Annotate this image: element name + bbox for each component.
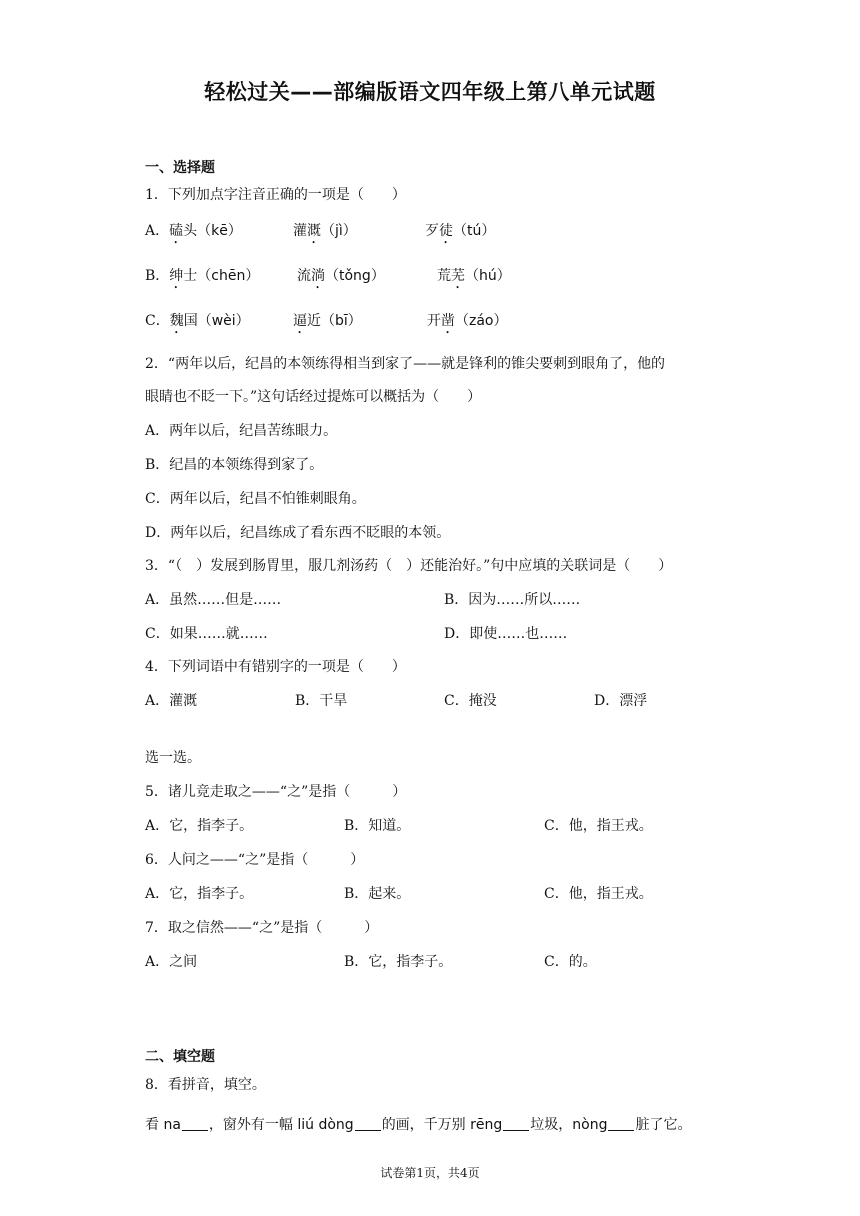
page-title: 轻松过关——部编版语文四年级上第八单元试题	[204, 80, 656, 104]
question-4-option-d: D．漂浮	[594, 693, 648, 709]
question-4-option-a: A．灌溉	[145, 693, 198, 709]
question-3-option-b: B．因为……所以……	[444, 592, 581, 608]
question-4-option-c: C．掩没	[444, 693, 497, 709]
question-8-stem: 8．看拼音，填空。	[145, 1077, 266, 1093]
question-5-stem: 5．诸儿竞走取之——“之”是指（ ）	[145, 784, 407, 800]
question-1-option-b: B．绅士（chēn） 流淌（tǒng） 荒芜（hú）	[145, 268, 511, 284]
question-1-stem: 1．下列加点字注音正确的一项是（ ）	[145, 187, 406, 203]
question-5-option-b: B．知道。	[344, 818, 411, 834]
question-5-option-a: A．它，指李子。	[145, 818, 254, 834]
question-2-option-c: C．两年以后，纪昌不怕锥刺眼角。	[145, 491, 366, 507]
question-3-option-a: A．虽然……但是……	[145, 592, 282, 608]
question-3-stem: 3．“（ ）发展到肠胃里，服几剂汤药（ ）还能治好。”句中应填的关联词是（ ）	[145, 558, 673, 574]
question-1-option-a: A．磕头（kē） 灌溉（jì） 歹徒（tú）	[145, 223, 496, 239]
question-7-stem: 7．取之信然——“之”是指（ ）	[145, 920, 379, 936]
question-2-stem-line-1: 2．“两年以后，纪昌的本领练得相当到家了——就是锋利的锥尖要刺到眼角了，他的	[145, 356, 666, 372]
fill-blank-3[interactable]	[503, 1116, 529, 1131]
question-3-option-c: C．如果……就……	[145, 626, 268, 642]
question-2-option-d: D．两年以后，纪昌练成了看东西不眨眼的本领。	[145, 525, 451, 541]
section-heading-fill: 二、填空题	[145, 1049, 215, 1065]
question-6-option-c: C．他，指王戎。	[544, 886, 653, 902]
fill-blank-4[interactable]	[608, 1116, 634, 1131]
question-6-stem: 6．人问之——“之”是指（ ）	[145, 852, 365, 868]
question-7-option-b: B．它，指李子。	[344, 954, 453, 970]
question-1-option-c: C．魏国（wèi） 逼近（bī） 开凿（záo）	[145, 313, 508, 329]
question-3-option-d: D．即使……也……	[444, 626, 568, 642]
question-6-option-a: A．它，指李子。	[145, 886, 254, 902]
fill-blank-2[interactable]	[355, 1116, 381, 1131]
page-footer: 试卷第1页，共4页	[380, 1166, 480, 1180]
question-4-stem: 4．下列词语中有错别字的一项是（ ）	[145, 659, 406, 675]
question-4-option-b: B．干旱	[295, 693, 348, 709]
question-7-option-c: C．的。	[544, 954, 597, 970]
question-8-sentence: 看 na ，窗外有一幅 liú dòng 的画，千万别 rēng 垃圾，nòng 脏了它。	[145, 1117, 692, 1133]
question-7-option-a: A．之间	[145, 954, 198, 970]
question-2-stem-line-2: 眼睛也不眨一下。”这句话经过提炼可以概括为（ ）	[145, 389, 482, 405]
fill-blank-1[interactable]	[182, 1116, 208, 1131]
question-5-option-c: C．他，指王戎。	[544, 818, 653, 834]
question-2-option-b: B．纪昌的本领练得到家了。	[145, 457, 324, 473]
question-6-option-b: B．起来。	[344, 886, 411, 902]
instruction-pick: 选一选。	[145, 750, 201, 766]
question-2-option-a: A．两年以后，纪昌苦练眼力。	[145, 423, 338, 439]
section-heading-choice: 一、选择题	[145, 160, 215, 176]
